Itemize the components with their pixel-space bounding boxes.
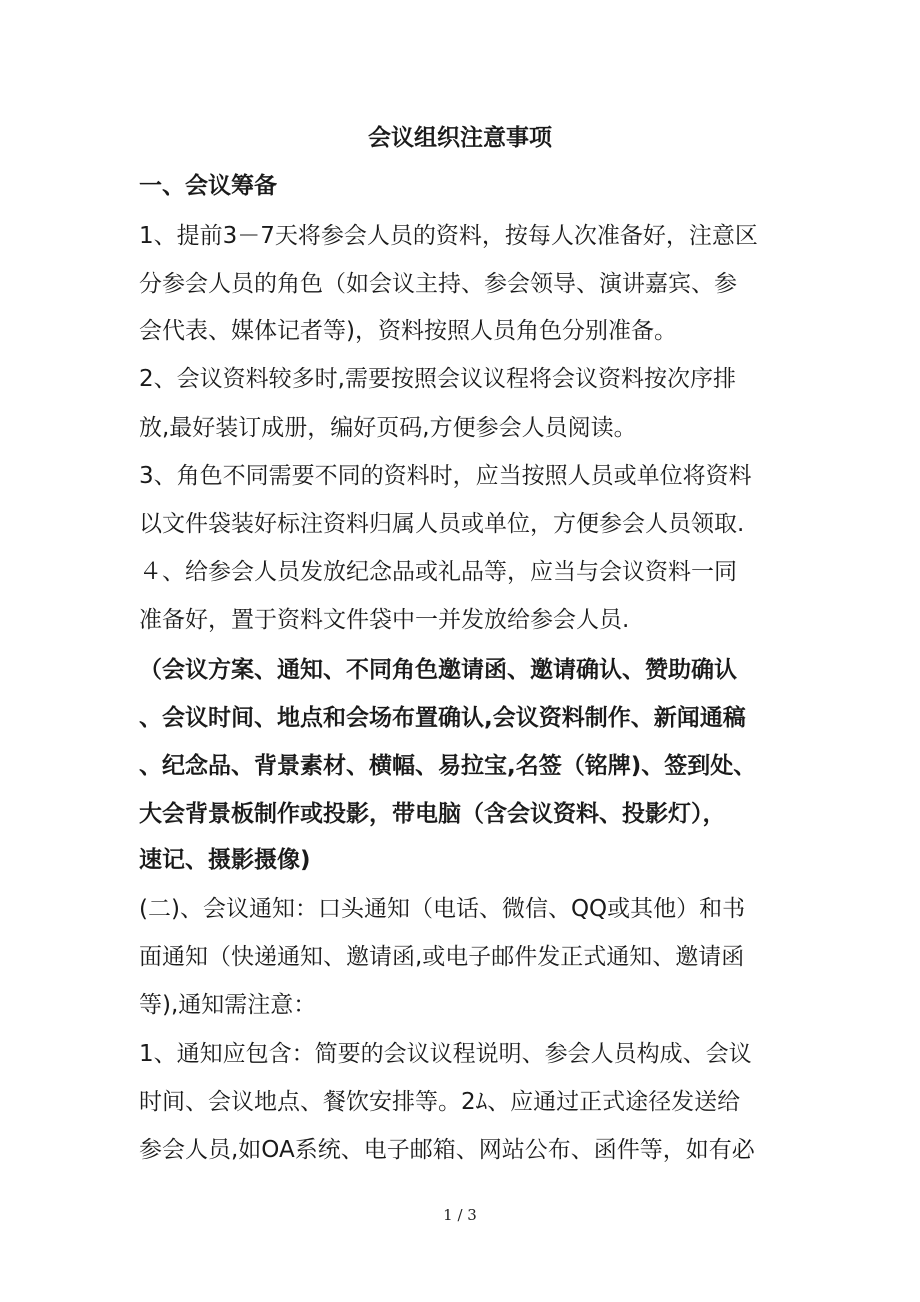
- bold-text-line: 大会背景板制作或投影，带电脑（含会议资料、投影灯），: [139, 801, 726, 827]
- text-line: 面通知（快递通知、邀请函,或电子邮件发正式通知、邀请函: [139, 944, 745, 970]
- bold-text-line: 速记、摄影摄像): [139, 847, 311, 873]
- text-line: 会代表、媒体记者等)，资料按照人员角色分别准备。: [139, 318, 677, 344]
- text-line: 分参会人员的角色（如会议主持、参会领导、演讲嘉宾、参: [139, 271, 737, 297]
- text-line: 1、提前3－7天将参会人员的资料，按每人次准备好，注意区: [139, 223, 758, 249]
- bold-text-line: 、会议时间、地点和会场布置确认,会议资料制作、新闻通稿: [139, 705, 746, 731]
- bold-text-line: （会议方案、通知、不同角色邀请函、邀请确认、赞助确认: [139, 657, 737, 683]
- text-line: ４、给参会人员发放纪念品或礼品等，应当与会议资料一同: [139, 559, 737, 585]
- text-line: 参会人员,如OA系统、电子邮箱、网站公布、函件等，如有必: [139, 1137, 755, 1163]
- text-line: 3、角色不同需要不同的资料时，应当按照人员或单位将资料: [139, 463, 752, 489]
- text-line: 以文件袋装好标注资料归属人员或单位，方便参会人员领取.: [139, 511, 745, 537]
- text-line: 时间、会议地点、餐饮安排等。2ﾑ、应通过正式途径发送给: [139, 1089, 741, 1115]
- text-line: (二)、会议通知：口头通知（电话、微信、QQ或其他）和书: [139, 896, 746, 922]
- document-title: 会议组织注意事项: [368, 125, 552, 151]
- text-line: 准备好，置于资料文件袋中一并发放给参会人员.: [139, 607, 630, 633]
- bold-text-line: 、纪念品、背景素材、横幅、易拉宝,名签（铭牌)、签到处、: [139, 753, 757, 779]
- text-line: 2、会议资料较多时,需要按照会议议程将会议资料按次序排: [139, 366, 736, 392]
- text-line: 等),通知需注意：: [139, 992, 317, 1018]
- text-line: 放,最好装订成册，编好页码,方便参会人员阅读。: [139, 415, 637, 441]
- section-heading: 一、会议筹备: [139, 173, 277, 199]
- text-line: 1、通知应包含：简要的会议议程说明、参会人员构成、会议: [139, 1041, 752, 1067]
- page-number: 1 / 3: [443, 1206, 477, 1224]
